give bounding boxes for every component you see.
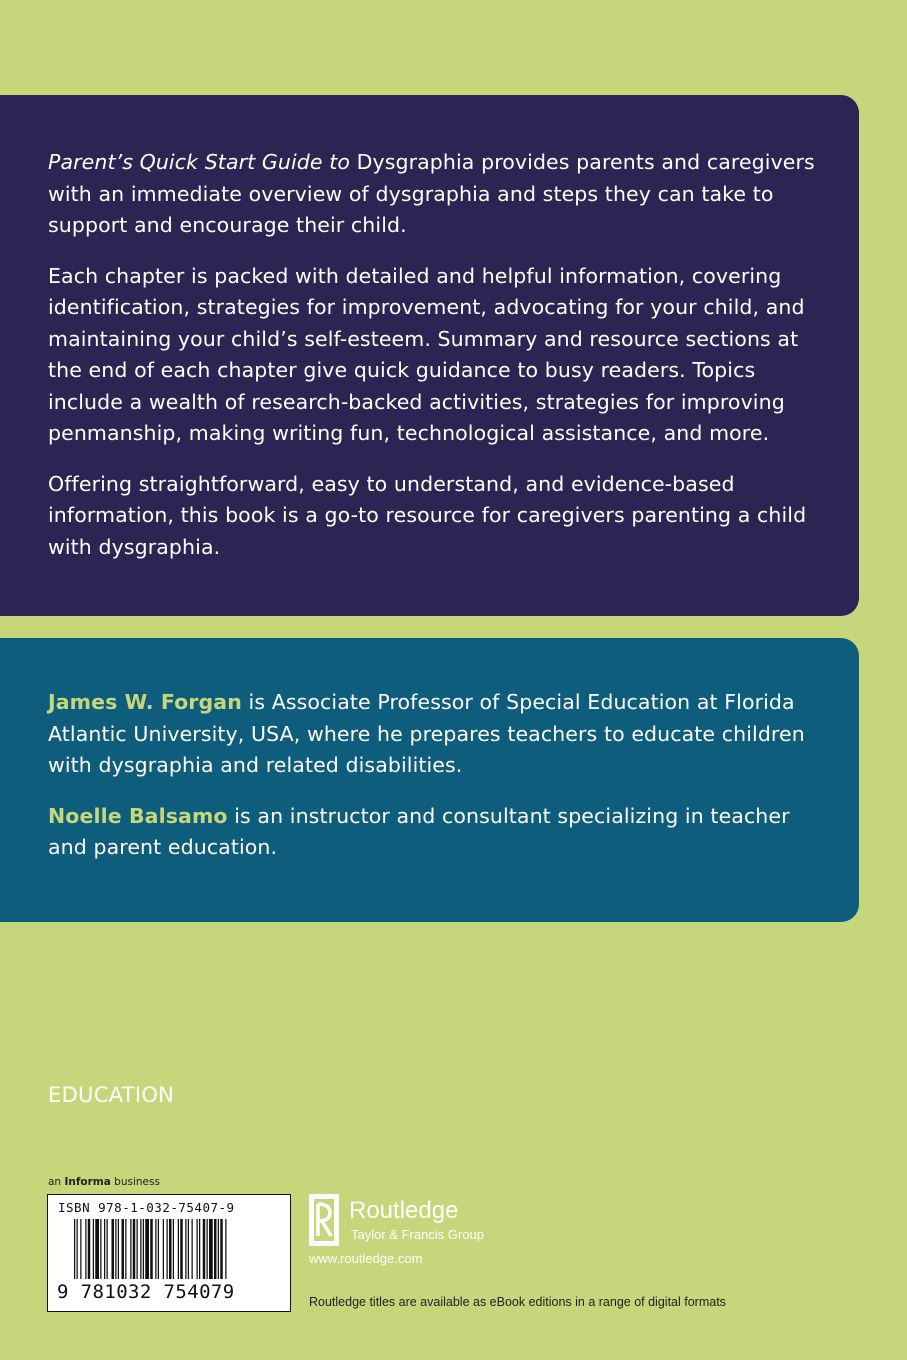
author-name-2: Noelle Balsamo [48,803,228,828]
isbn-label: ISBN 978-1-032-75407-9 [58,1200,235,1215]
authors-panel [0,638,859,922]
description-text [48,147,819,582]
author-bio-2-text: is an instructor and consultant specializing in teacher and parent education. [48,803,790,859]
informa-suffix: business [110,1176,160,1188]
author-bio-2 [48,801,809,864]
ebook-note: Routledge titles are available as eBook editions in a range of digital formats [309,1295,726,1309]
author-bio-1 [48,687,809,782]
informa-tagline [48,1176,160,1188]
description-paragraph-2: Each chapter is packed with detailed and helpful information, covering identification, strategies for improvement, advocating for your child, and maintaining your child’s self-esteem. Summary and resource sections at the end of each chapter give quick guidance to busy readers. Topics include a wealth of research-backed activities, strategies for improving penmanship, making writing fun, technological assistance, and more. [48,263,805,445]
publisher-name: Routledge [349,1197,459,1224]
description-paragraph-1 [48,147,819,242]
publisher-url[interactable]: www.routledge.com [309,1251,423,1266]
description-paragraph-1-rest: Dysgraphia provides parents and caregivers with an immediate overview of dysgraphia and steps they can take to support and encourage their child. [48,150,815,237]
routledge-logo-icon [307,1194,343,1246]
informa-bold: Informa [64,1176,111,1188]
barcode [47,1194,291,1312]
authors-text [48,687,809,883]
informa-prefix: an [48,1176,65,1188]
description-paragraph-3: Offering straightforward, easy to understand, and evidence-based information, this book is a go-to resource for caregivers parenting a child with dysgraphia. [48,471,807,559]
author-bio-1-text: is Associate Professor of Special Education at Florida Atlantic University, USA, where he prepares teachers to educate children with dysgraphia and related disabilities. [48,690,805,777]
description-panel [0,95,859,616]
author-name-1: James W. Forgan [48,690,242,714]
category-label: EDUCATION [48,1083,175,1107]
publisher-group: Taylor & Francis Group [351,1227,484,1242]
barcode-bars [74,1219,274,1283]
barcode-digits: 9 781032 754079 [57,1281,235,1303]
book-title-italic: Parent’s Quick Start Guide to [48,150,350,174]
